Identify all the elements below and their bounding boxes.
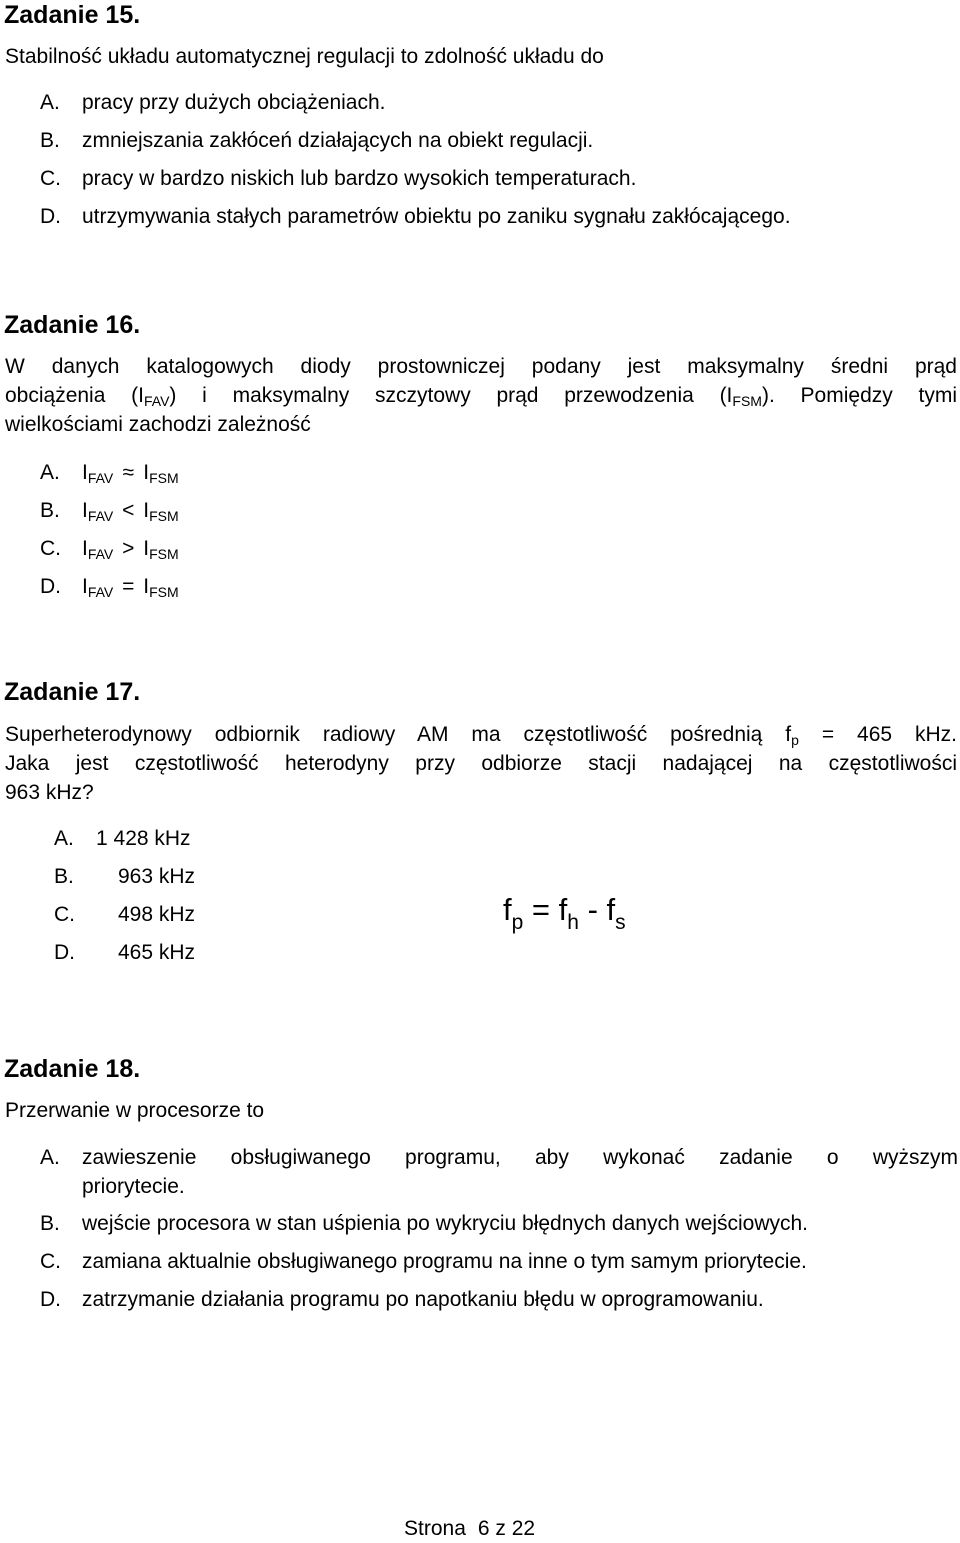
q16-line-1: W danych katalogowych diody prostowniczej podany jest maksymalny średni prąd — [5, 355, 957, 378]
q16-option-b-letter: B. — [40, 499, 60, 522]
q15-option-b-letter: B. — [40, 129, 60, 152]
q18-option-b-letter: B. — [40, 1212, 60, 1235]
q18-option-a-line-2: priorytecie. — [82, 1175, 185, 1198]
q17-option-b-text: 963 kHz — [118, 865, 196, 888]
q17-line-1 — [5, 723, 957, 747]
q16-line-2-part-c: ). Pomiędzy tymi — [761, 384, 957, 407]
q18-option-d-letter: D. — [40, 1288, 61, 1311]
formula-f-h: f — [558, 892, 568, 927]
q17-option-c-text: 498 kHz — [118, 903, 196, 926]
q16-line-2 — [5, 384, 957, 408]
q16-c-operator: > — [122, 537, 135, 560]
q16-a-var2: I — [143, 461, 150, 484]
q17-option-a-text: 1 428 kHz — [96, 827, 191, 850]
footer-page-label: Strona — [404, 1517, 466, 1540]
q16-option-d-expr — [82, 575, 179, 599]
q16-ifsm-sub: FSM — [732, 393, 762, 409]
q17-option-a-letter: A. — [54, 827, 74, 850]
q17-option-d-text: 465 kHz — [118, 941, 196, 964]
q17-fp-sub: p — [791, 732, 799, 748]
q16-c-var2-sub: FSM — [149, 546, 179, 562]
q16-b-var2-sub: FSM — [149, 508, 179, 524]
q16-c-var1: I — [82, 537, 88, 560]
q17-line-1-part-b: = 465 kHz. — [798, 723, 957, 746]
q15-option-c-text: pracy w bardzo niskich lub bardzo wysokich temperaturach. — [82, 167, 637, 190]
q18-option-c-text: zamiana aktualnie obsługiwanego programu na inne o tym samym priorytecie. — [82, 1250, 807, 1273]
q16-line-2-part-b: ) i maksymalny szczytowy prąd przewodzenia (I — [169, 384, 733, 407]
q18-option-a-line-1: zawieszenie obsługiwanego programu, aby wykonać zadanie o wyższym — [82, 1146, 958, 1169]
q16-option-a-expr — [82, 461, 179, 485]
q17-option-b-letter: B. — [54, 865, 74, 888]
q16-a-var1: I — [82, 461, 88, 484]
q17-option-d-letter: D. — [54, 941, 75, 964]
q16-b-var1-sub: FAV — [87, 508, 114, 524]
q17-option-c-letter: C. — [54, 903, 75, 926]
q16-a-operator: ≈ — [122, 461, 135, 484]
q16-ifav-sub: FAV — [144, 393, 170, 409]
q16-b-var1: I — [82, 499, 88, 522]
q16-c-var2: I — [143, 537, 150, 560]
formula-f-p-sub: p — [511, 911, 524, 934]
q18-option-c-letter: C. — [40, 1250, 61, 1273]
q17-title: Zadanie 17. — [4, 678, 141, 706]
q17-line-2: Jaka jest częstotliwość heterodyny przy odbiorze stacji nadającej na częstotliwości — [5, 752, 957, 775]
q16-d-var1: I — [82, 575, 88, 598]
q15-option-a-text: pracy przy dużych obciążeniach. — [82, 91, 386, 114]
q15-title: Zadanie 15. — [4, 1, 141, 29]
q16-option-a-letter: A. — [40, 461, 60, 484]
q16-d-var2-sub: FSM — [149, 584, 179, 600]
q16-b-var2: I — [143, 499, 150, 522]
q16-option-c-expr — [82, 537, 179, 561]
q18-question: Przerwanie w procesorze to — [5, 1099, 265, 1122]
q15-option-d-text: utrzymywania stałych parametrów obiektu po zaniku sygnału zakłócającego. — [82, 205, 791, 228]
q16-option-c-letter: C. — [40, 537, 61, 560]
q18-title: Zadanie 18. — [4, 1055, 141, 1083]
q15-option-b-text: zmniejszania zakłóceń działających na obiekt regulacji. — [82, 129, 594, 152]
formula-f-p: f — [503, 892, 512, 927]
page-footer — [404, 1517, 535, 1541]
q16-line-3: wielkościami zachodzi zależność — [5, 413, 311, 436]
q17-line-1-part-a: Superheterodynowy odbiornik radiowy AM ma częstotliwość pośrednią f — [5, 723, 792, 746]
formula-equals: = — [523, 892, 559, 927]
q16-a-var2-sub: FSM — [149, 470, 179, 486]
q16-d-operator: = — [122, 575, 135, 598]
q17-line-3: 963 kHz? — [5, 781, 94, 804]
q17-formula — [503, 892, 626, 934]
q15-question: Stabilność układu automatycznej regulacji to zdolność układu do — [5, 45, 604, 68]
q15-option-d-letter: D. — [40, 205, 61, 228]
formula-f-s-sub: s — [615, 911, 626, 934]
footer-of-label: z — [495, 1517, 506, 1540]
q18-option-b-text: wejście procesora w stan uśpienia po wykryciu błędnych danych wejściowych. — [82, 1212, 809, 1235]
q18-option-d-text: zatrzymanie działania programu po napotkaniu błędu w oprogramowaniu. — [82, 1288, 764, 1311]
q15-option-c-letter: C. — [40, 167, 61, 190]
footer-page-number: 6 — [477, 1517, 490, 1540]
q16-d-var2: I — [143, 575, 150, 598]
q16-a-var1-sub: FAV — [87, 470, 114, 486]
formula-minus: - — [578, 892, 607, 927]
q16-b-operator: < — [122, 499, 135, 522]
formula-f-h-sub: h — [567, 911, 579, 934]
q15-option-a-letter: A. — [40, 91, 60, 114]
footer-total-pages: 22 — [511, 1517, 536, 1540]
q16-option-d-letter: D. — [40, 575, 61, 598]
q16-title: Zadanie 16. — [4, 311, 141, 339]
formula-f-s: f — [606, 892, 616, 927]
q16-d-var1-sub: FAV — [87, 584, 114, 600]
q18-option-a-letter: A. — [40, 1146, 60, 1169]
q16-c-var1-sub: FAV — [87, 546, 114, 562]
q16-line-2-part-a: obciążenia (I — [5, 384, 144, 407]
q16-option-b-expr — [82, 499, 179, 523]
